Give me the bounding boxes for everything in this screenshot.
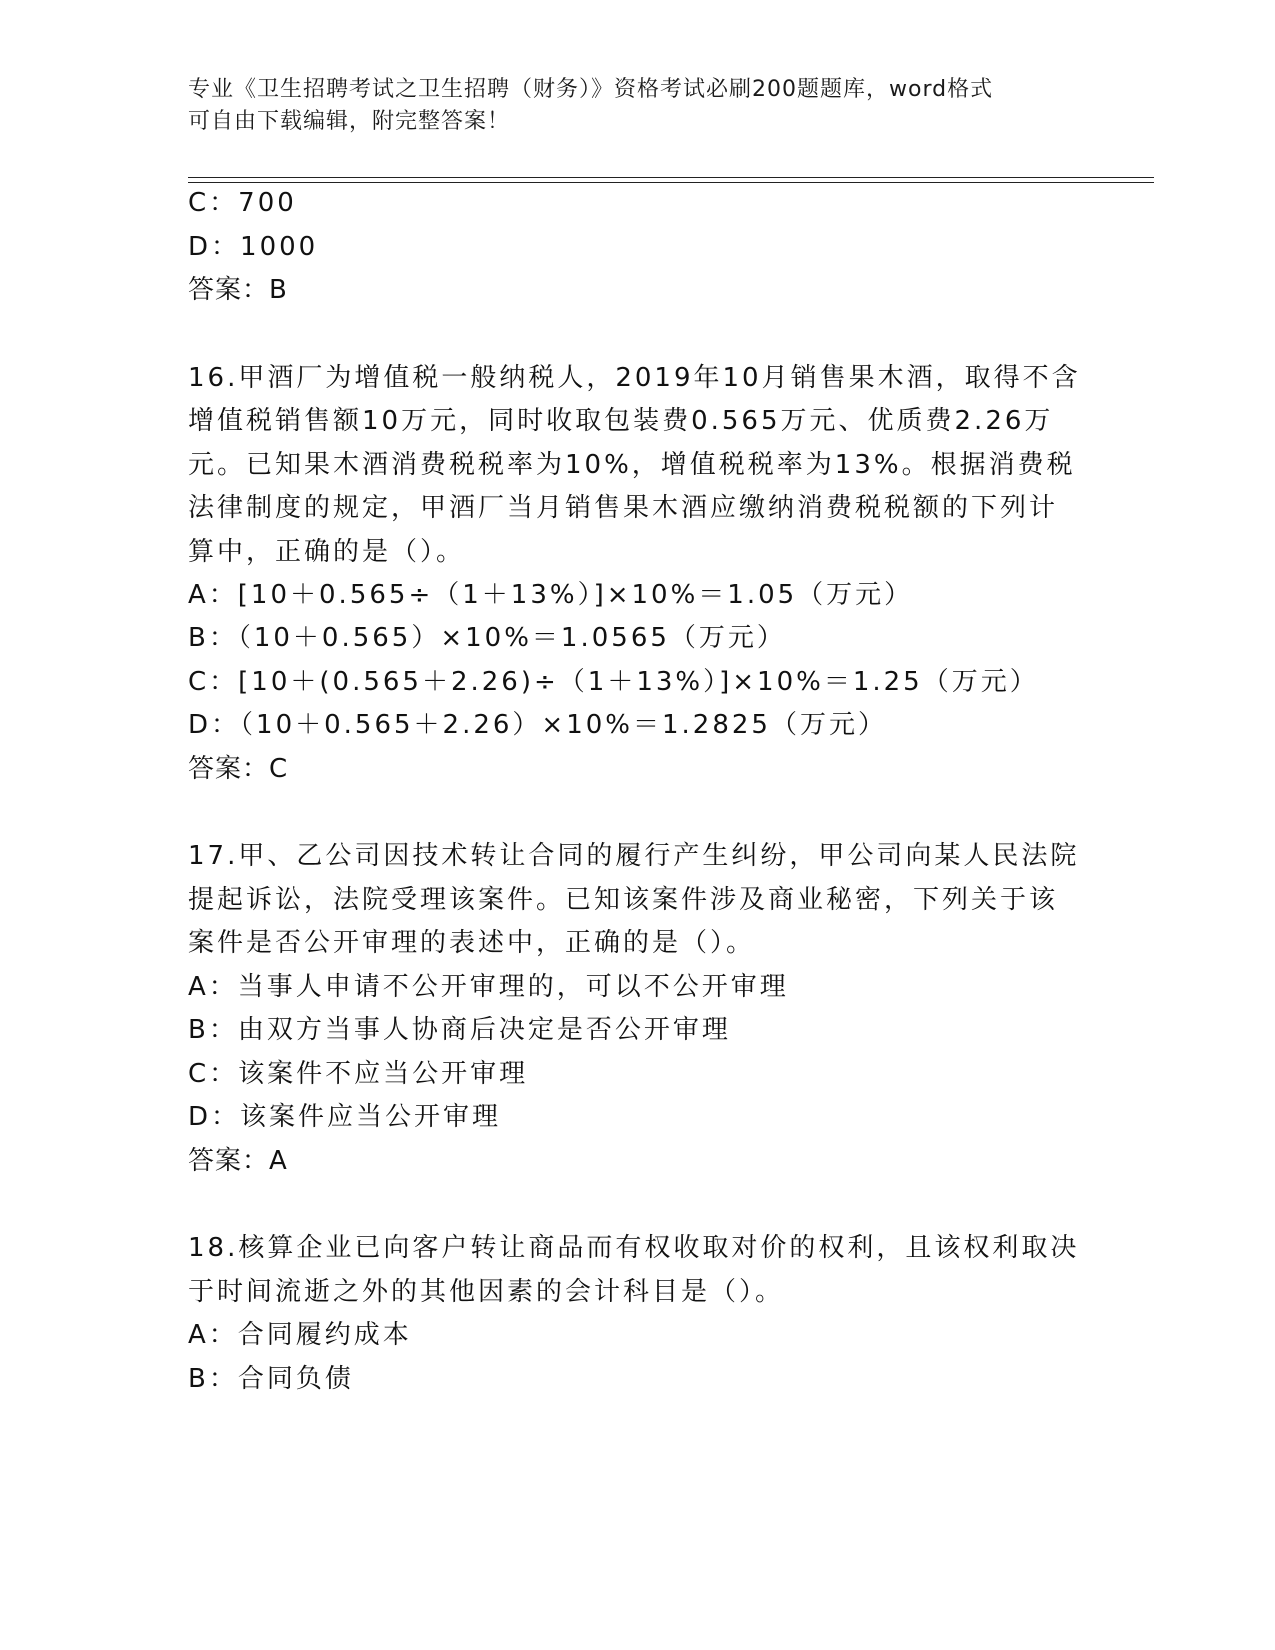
header-line-1: 专业《卫生招聘考试之卫生招聘（财务）》资格考试必刷200题题库，word格式	[188, 77, 994, 102]
q15-option-c: C：700	[188, 188, 297, 218]
q18-option-b: B：合同负债	[188, 1364, 354, 1394]
q18-stem-line-1: 18.核算企业已向客户转让商品而有权收取对价的权利，且该权利取决	[188, 1233, 1080, 1263]
q16-stem-line-3: 元。已知果木酒消费税税率为10%，增值税税率为13%。根据消费税	[188, 450, 1076, 480]
q16-stem-line-2: 增值税销售额10万元，同时收取包装费0.565万元、优质费2.26万	[188, 406, 1054, 436]
q16-stem-line-5: 算中，正确的是（）。	[188, 537, 466, 567]
header-divider-bottom	[188, 182, 1154, 183]
q17-answer: 答案：A	[188, 1146, 288, 1176]
q15-option-d: D：1000	[188, 232, 319, 262]
q17-option-b: B：由双方当事人协商后决定是否公开审理	[188, 1015, 731, 1045]
q17-option-d: D：该案件应当公开审理	[188, 1102, 502, 1132]
q16-stem-line-1: 16.甲酒厂为增值税一般纳税人，2019年10月销售果木酒，取得不含	[188, 363, 1081, 393]
q16-answer: 答案：C	[188, 754, 289, 784]
q15-answer: 答案：B	[188, 275, 288, 305]
q16-option-c: C：[10＋(0.565＋2.26)÷（1＋13%）]×10%＝1.25（万元）	[188, 667, 1039, 697]
q16-stem-line-4: 法律制度的规定，甲酒厂当月销售果木酒应缴纳消费税税额的下列计	[188, 493, 1059, 523]
q18-option-a: A：合同履约成本	[188, 1320, 412, 1350]
q18-stem-line-2: 于时间流逝之外的其他因素的会计科目是（）。	[188, 1277, 785, 1307]
q16-option-d: D：（10＋0.565＋2.26）×10%＝1.2825（万元）	[188, 710, 887, 740]
q17-option-a: A：当事人申请不公开审理的，可以不公开审理	[188, 972, 789, 1002]
header-divider-top	[188, 177, 1154, 178]
document-header	[188, 74, 1088, 138]
header-line-2: 可自由下载编辑，附完整答案！	[188, 109, 511, 134]
q17-stem-line-3: 案件是否公开审理的表述中，正确的是（）。	[188, 928, 756, 958]
q17-stem-line-2: 提起诉讼，法院受理该案件。已知该案件涉及商业秘密，下列关于该	[188, 885, 1059, 915]
q16-option-b: B：（10＋0.565）×10%＝1.0565（万元）	[188, 623, 786, 653]
q16-option-a: A：[10＋0.565÷（1＋13%）]×10%＝1.05（万元）	[188, 580, 914, 610]
q17-stem-line-1: 17.甲、乙公司因技术转让合同的履行产生纠纷，甲公司向某人民法院	[188, 841, 1080, 871]
q17-option-c: C：该案件不应当公开审理	[188, 1059, 529, 1089]
